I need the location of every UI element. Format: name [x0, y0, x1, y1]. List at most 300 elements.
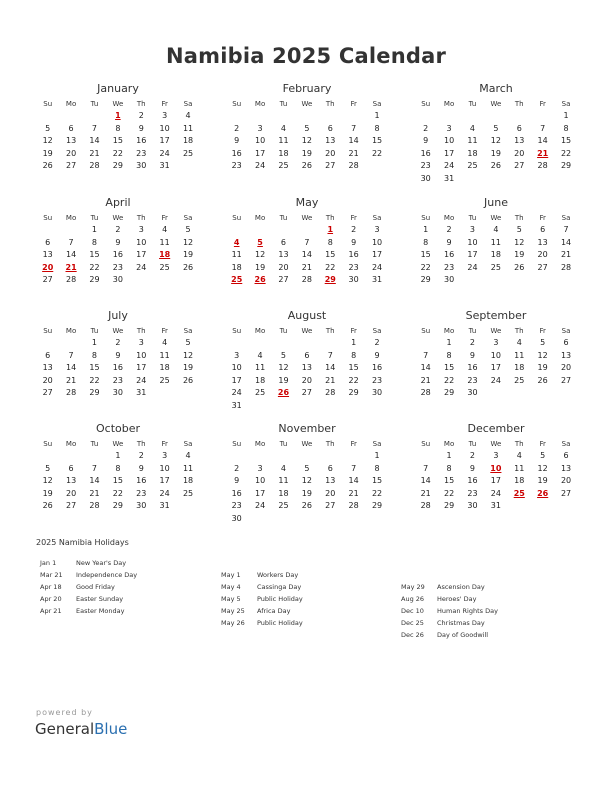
day-cell[interactable]: 18 — [514, 476, 525, 486]
day-cell[interactable]: 13 — [537, 237, 548, 247]
day-cell[interactable]: 20 — [537, 250, 548, 260]
day-cell[interactable]: 14 — [89, 476, 100, 486]
day-cell[interactable]: 1 — [446, 338, 452, 347]
day-cell[interactable]: 26 — [301, 501, 312, 511]
day-cell[interactable]: 21 — [301, 262, 312, 272]
day-cell[interactable]: 27 — [325, 501, 336, 511]
day-cell[interactable]: 8 — [115, 463, 121, 473]
day-cell[interactable]: 23 — [231, 501, 242, 511]
day-cell[interactable]: 13 — [301, 363, 312, 373]
day-cell[interactable]: 2 — [234, 463, 240, 473]
day-cell[interactable]: 18 — [254, 375, 266, 385]
day-cell[interactable]: 5 — [280, 350, 287, 360]
day-cell[interactable]: 30 — [136, 161, 147, 171]
day-cell[interactable]: 16 — [348, 250, 359, 260]
day-cell[interactable]: 26 — [301, 161, 312, 171]
day-cell[interactable]: 29 — [89, 275, 100, 285]
day-cell[interactable]: 19 — [182, 250, 194, 260]
day-cell[interactable]: 14 — [560, 237, 572, 247]
day-cell[interactable]: 8 — [563, 123, 569, 133]
day-cell[interactable]: 15 — [89, 363, 100, 373]
day-cell[interactable]: 7 — [540, 123, 546, 133]
day-cell[interactable]: 8 — [446, 350, 452, 360]
day-cell[interactable]: 7 — [563, 225, 569, 234]
day-cell[interactable]: 21 — [560, 250, 572, 260]
day-cell[interactable]: 21 — [537, 148, 549, 158]
day-cell[interactable]: 19 — [278, 375, 289, 385]
day-cell[interactable]: 27 — [537, 262, 548, 272]
day-cell[interactable]: 20 — [325, 488, 336, 498]
day-cell[interactable]: 7 — [91, 463, 98, 473]
day-cell[interactable]: 8 — [374, 463, 380, 473]
day-cell[interactable]: 19 — [42, 148, 53, 158]
day-cell[interactable]: 24 — [254, 161, 266, 171]
day-cell[interactable]: 14 — [420, 476, 431, 486]
day-cell[interactable]: 4 — [516, 338, 522, 347]
day-cell[interactable]: 16 — [371, 363, 383, 373]
day-cell[interactable]: 21 — [65, 262, 77, 272]
day-cell[interactable]: 25 — [490, 262, 501, 272]
day-cell[interactable]: 10 — [490, 350, 501, 360]
day-cell[interactable]: 3 — [257, 463, 263, 473]
day-cell[interactable]: 14 — [65, 250, 77, 260]
day-cell[interactable]: 16 — [467, 476, 478, 486]
day-cell[interactable]: 17 — [159, 136, 170, 146]
day-cell[interactable]: 5 — [45, 123, 51, 133]
day-cell[interactable]: 9 — [469, 350, 476, 360]
day-cell[interactable]: 29 — [560, 161, 572, 171]
day-cell[interactable]: 5 — [257, 237, 263, 247]
day-cell[interactable]: 3 — [374, 225, 380, 234]
day-cell[interactable]: 7 — [423, 350, 429, 360]
day-cell[interactable]: 31 — [231, 400, 242, 410]
day-cell[interactable]: 11 — [278, 136, 289, 146]
day-cell[interactable]: 28 — [348, 501, 359, 511]
day-cell[interactable]: 19 — [254, 262, 266, 272]
day-cell[interactable]: 18 — [514, 363, 525, 373]
day-cell[interactable]: 3 — [446, 123, 452, 133]
day-cell[interactable]: 11 — [278, 476, 289, 486]
day-cell[interactable]: 19 — [301, 148, 312, 158]
day-cell[interactable]: 20 — [65, 148, 77, 158]
day-cell[interactable]: 15 — [371, 476, 383, 486]
day-cell[interactable]: 5 — [493, 123, 499, 133]
day-cell[interactable]: 8 — [351, 350, 357, 360]
day-cell[interactable]: 14 — [420, 363, 431, 373]
day-cell[interactable]: 21 — [420, 488, 431, 498]
day-cell[interactable]: 9 — [115, 237, 121, 247]
day-cell[interactable]: 2 — [374, 338, 380, 347]
day-cell[interactable]: 4 — [185, 451, 191, 460]
day-cell[interactable]: 30 — [420, 173, 431, 183]
day-cell[interactable]: 3 — [138, 338, 144, 347]
day-cell[interactable]: 16 — [136, 136, 147, 146]
day-cell[interactable]: 22 — [112, 148, 123, 158]
day-cell[interactable]: 28 — [560, 262, 572, 272]
day-cell[interactable]: 11 — [514, 350, 525, 360]
day-cell[interactable]: 6 — [327, 123, 333, 133]
day-cell[interactable]: 4 — [280, 463, 287, 473]
day-cell[interactable]: 10 — [254, 136, 266, 146]
day-cell[interactable]: 14 — [301, 250, 312, 260]
day-cell[interactable]: 26 — [514, 262, 525, 272]
day-cell[interactable]: 3 — [493, 338, 499, 347]
day-cell[interactable]: 28 — [348, 161, 359, 171]
day-cell[interactable]: 19 — [182, 363, 194, 373]
day-cell[interactable]: 30 — [112, 388, 123, 398]
day-cell[interactable]: 25 — [231, 275, 243, 285]
day-cell[interactable]: 19 — [490, 148, 501, 158]
day-cell[interactable]: 11 — [182, 463, 194, 473]
day-cell[interactable]: 31 — [159, 501, 170, 511]
day-cell[interactable]: 11 — [182, 123, 194, 133]
day-cell[interactable]: 1 — [351, 338, 357, 347]
day-cell[interactable]: 24 — [490, 488, 501, 498]
day-cell[interactable]: 12 — [254, 250, 266, 260]
day-cell[interactable]: 10 — [136, 237, 147, 247]
day-cell[interactable]: 3 — [234, 350, 240, 360]
day-cell[interactable]: 2 — [138, 111, 144, 120]
day-cell[interactable]: 30 — [443, 275, 455, 285]
day-cell[interactable]: 23 — [467, 375, 478, 385]
day-cell[interactable]: 29 — [443, 501, 455, 511]
day-cell[interactable]: 5 — [304, 463, 310, 473]
day-cell[interactable]: 18 — [231, 262, 242, 272]
day-cell[interactable]: 21 — [348, 148, 359, 158]
day-cell[interactable]: 4 — [162, 225, 168, 234]
day-cell[interactable]: 14 — [325, 363, 336, 373]
day-cell[interactable]: 20 — [278, 262, 289, 272]
day-cell[interactable]: 4 — [493, 225, 499, 234]
day-cell[interactable]: 10 — [490, 463, 502, 473]
day-cell[interactable]: 26 — [42, 161, 53, 171]
day-cell[interactable]: 17 — [159, 476, 170, 486]
day-cell[interactable]: 14 — [537, 136, 548, 146]
day-cell[interactable]: 17 — [371, 250, 383, 260]
day-cell[interactable]: 10 — [254, 476, 266, 486]
day-cell[interactable]: 23 — [420, 161, 431, 171]
day-cell[interactable]: 27 — [325, 161, 336, 171]
day-cell[interactable]: 10 — [467, 237, 478, 247]
day-cell[interactable]: 31 — [159, 161, 170, 171]
day-cell[interactable]: 2 — [138, 451, 144, 460]
day-cell[interactable]: 18 — [159, 363, 170, 373]
day-cell[interactable]: 18 — [159, 250, 171, 260]
day-cell[interactable]: 22 — [443, 375, 455, 385]
day-cell[interactable]: 28 — [89, 161, 100, 171]
day-cell[interactable]: 12 — [514, 237, 525, 247]
day-cell[interactable]: 4 — [185, 111, 191, 120]
day-cell[interactable]: 22 — [371, 148, 383, 158]
day-cell[interactable]: 26 — [182, 262, 194, 272]
day-cell[interactable]: 23 — [136, 488, 147, 498]
day-cell[interactable]: 29 — [112, 501, 123, 511]
day-cell[interactable]: 27 — [278, 275, 289, 285]
day-cell[interactable]: 9 — [138, 123, 144, 133]
day-cell[interactable]: 22 — [112, 488, 123, 498]
day-cell[interactable]: 3 — [257, 123, 263, 133]
day-cell[interactable]: 4 — [516, 451, 522, 460]
day-cell[interactable]: 15 — [112, 476, 123, 486]
day-cell[interactable]: 23 — [136, 148, 147, 158]
day-cell[interactable]: 4 — [162, 338, 168, 347]
day-cell[interactable]: 15 — [348, 363, 359, 373]
day-cell[interactable]: 14 — [89, 136, 100, 146]
day-cell[interactable]: 25 — [254, 388, 266, 398]
day-cell[interactable]: 15 — [443, 363, 455, 373]
day-cell[interactable]: 26 — [254, 275, 266, 285]
day-cell[interactable]: 6 — [327, 463, 333, 473]
day-cell[interactable]: 9 — [234, 136, 240, 146]
day-cell[interactable]: 9 — [423, 136, 429, 146]
day-cell[interactable]: 19 — [301, 488, 312, 498]
day-cell[interactable]: 17 — [231, 375, 242, 385]
day-cell[interactable]: 15 — [325, 250, 336, 260]
day-cell[interactable]: 20 — [560, 476, 572, 486]
day-cell[interactable]: 26 — [537, 488, 549, 498]
day-cell[interactable]: 21 — [89, 488, 100, 498]
day-cell[interactable]: 30 — [231, 513, 242, 523]
day-cell[interactable]: 6 — [68, 123, 74, 133]
day-cell[interactable]: 12 — [537, 350, 548, 360]
day-cell[interactable]: 25 — [467, 161, 478, 171]
day-cell[interactable]: 21 — [65, 375, 77, 385]
day-cell[interactable]: 1 — [115, 111, 121, 120]
day-cell[interactable]: 4 — [233, 237, 240, 247]
day-cell[interactable]: 3 — [138, 225, 144, 234]
day-cell[interactable]: 7 — [327, 350, 333, 360]
day-cell[interactable]: 22 — [325, 262, 336, 272]
day-cell[interactable]: 24 — [371, 262, 383, 272]
day-cell[interactable]: 25 — [513, 488, 525, 498]
day-cell[interactable]: 23 — [231, 161, 242, 171]
day-cell[interactable]: 10 — [371, 237, 383, 247]
day-cell[interactable]: 21 — [420, 375, 431, 385]
day-cell[interactable]: 15 — [89, 250, 100, 260]
day-cell[interactable]: 13 — [278, 250, 289, 260]
day-cell[interactable]: 2 — [234, 123, 240, 133]
day-cell[interactable]: 23 — [112, 262, 123, 272]
day-cell[interactable]: 6 — [563, 451, 569, 460]
day-cell[interactable]: 1 — [563, 111, 569, 120]
day-cell[interactable]: 18 — [182, 476, 194, 486]
day-cell[interactable]: 1 — [115, 451, 121, 460]
day-cell[interactable]: 31 — [490, 501, 501, 511]
day-cell[interactable]: 25 — [514, 375, 525, 385]
day-cell[interactable]: 24 — [467, 262, 478, 272]
day-cell[interactable]: 27 — [65, 501, 77, 511]
day-cell[interactable]: 30 — [348, 275, 359, 285]
generalblue-logo[interactable] — [35, 720, 127, 738]
day-cell[interactable]: 13 — [42, 363, 53, 373]
day-cell[interactable]: 13 — [65, 476, 77, 486]
day-cell[interactable]: 11 — [159, 350, 170, 360]
day-cell[interactable]: 13 — [560, 463, 572, 473]
day-cell[interactable]: 13 — [65, 136, 77, 146]
day-cell[interactable]: 5 — [540, 451, 546, 460]
day-cell[interactable]: 8 — [115, 123, 121, 133]
day-cell[interactable]: 3 — [493, 451, 499, 460]
day-cell[interactable]: 3 — [162, 111, 168, 120]
day-cell[interactable]: 26 — [490, 161, 501, 171]
day-cell[interactable]: 20 — [65, 488, 77, 498]
day-cell[interactable]: 2 — [423, 123, 429, 133]
day-cell[interactable]: 22 — [89, 262, 100, 272]
day-cell[interactable]: 10 — [136, 350, 147, 360]
day-cell[interactable]: 28 — [65, 275, 77, 285]
day-cell[interactable]: 24 — [231, 388, 242, 398]
day-cell[interactable]: 20 — [42, 262, 54, 272]
day-cell[interactable]: 8 — [91, 350, 98, 360]
day-cell[interactable]: 25 — [159, 262, 170, 272]
day-cell[interactable]: 5 — [304, 123, 310, 133]
day-cell[interactable]: 10 — [159, 463, 170, 473]
day-cell[interactable]: 20 — [42, 375, 53, 385]
day-cell[interactable]: 25 — [182, 148, 194, 158]
day-cell[interactable]: 16 — [231, 148, 242, 158]
day-cell[interactable]: 8 — [91, 237, 98, 247]
day-cell[interactable]: 22 — [371, 488, 383, 498]
day-cell[interactable]: 22 — [89, 375, 100, 385]
day-cell[interactable]: 8 — [423, 237, 429, 247]
day-cell[interactable]: 10 — [443, 136, 455, 146]
day-cell[interactable]: 27 — [301, 388, 312, 398]
day-cell[interactable]: 17 — [490, 363, 501, 373]
day-cell[interactable]: 15 — [420, 250, 431, 260]
day-cell[interactable]: 18 — [182, 136, 194, 146]
day-cell[interactable]: 12 — [301, 476, 312, 486]
day-cell[interactable]: 23 — [371, 375, 383, 385]
day-cell[interactable]: 9 — [446, 237, 452, 247]
day-cell[interactable]: 2 — [115, 338, 121, 347]
day-cell[interactable]: 8 — [327, 237, 333, 247]
day-cell[interactable]: 26 — [537, 375, 548, 385]
day-cell[interactable]: 25 — [159, 375, 170, 385]
day-cell[interactable]: 4 — [469, 123, 476, 133]
day-cell[interactable]: 26 — [182, 375, 194, 385]
day-cell[interactable]: 11 — [231, 250, 242, 260]
day-cell[interactable]: 14 — [348, 476, 359, 486]
day-cell[interactable]: 6 — [45, 237, 51, 247]
day-cell[interactable]: 7 — [423, 463, 429, 473]
day-cell[interactable]: 5 — [45, 463, 51, 473]
day-cell[interactable]: 7 — [68, 237, 74, 247]
day-cell[interactable]: 26 — [42, 501, 53, 511]
day-cell[interactable]: 15 — [443, 476, 455, 486]
day-cell[interactable]: 7 — [351, 463, 357, 473]
day-cell[interactable]: 16 — [112, 250, 123, 260]
day-cell[interactable]: 12 — [301, 136, 312, 146]
day-cell[interactable]: 14 — [65, 363, 77, 373]
day-cell[interactable]: 2 — [115, 225, 121, 234]
day-cell[interactable]: 6 — [563, 338, 569, 347]
day-cell[interactable]: 17 — [254, 148, 266, 158]
day-cell[interactable]: 13 — [514, 136, 525, 146]
day-cell[interactable]: 6 — [516, 123, 522, 133]
day-cell[interactable]: 3 — [162, 451, 168, 460]
day-cell[interactable]: 24 — [443, 161, 455, 171]
day-cell[interactable]: 24 — [136, 375, 147, 385]
day-cell[interactable]: 25 — [182, 488, 194, 498]
day-cell[interactable]: 16 — [112, 363, 123, 373]
day-cell[interactable]: 13 — [325, 136, 336, 146]
day-cell[interactable]: 11 — [159, 237, 170, 247]
day-cell[interactable]: 4 — [280, 123, 287, 133]
day-cell[interactable]: 24 — [159, 488, 170, 498]
day-cell[interactable]: 17 — [254, 488, 266, 498]
day-cell[interactable]: 27 — [65, 161, 77, 171]
day-cell[interactable]: 15 — [112, 136, 123, 146]
day-cell[interactable]: 27 — [42, 388, 53, 398]
day-cell[interactable]: 18 — [490, 250, 501, 260]
day-cell[interactable]: 12 — [278, 363, 289, 373]
day-cell[interactable]: 29 — [112, 161, 123, 171]
day-cell[interactable]: 6 — [45, 350, 51, 360]
day-cell[interactable]: 20 — [301, 375, 312, 385]
day-cell[interactable]: 1 — [91, 225, 98, 234]
day-cell[interactable]: 6 — [280, 237, 287, 247]
day-cell[interactable]: 17 — [136, 363, 147, 373]
day-cell[interactable]: 5 — [185, 225, 191, 234]
day-cell[interactable]: 28 — [537, 161, 548, 171]
day-cell[interactable]: 22 — [420, 262, 431, 272]
day-cell[interactable]: 28 — [89, 501, 100, 511]
day-cell[interactable]: 10 — [159, 123, 170, 133]
day-cell[interactable]: 1 — [327, 225, 334, 234]
day-cell[interactable]: 12 — [182, 350, 194, 360]
day-cell[interactable]: 9 — [138, 463, 144, 473]
day-cell[interactable]: 14 — [348, 136, 359, 146]
day-cell[interactable]: 8 — [374, 123, 380, 133]
day-cell[interactable]: 30 — [467, 388, 478, 398]
day-cell[interactable]: 21 — [89, 148, 100, 158]
day-cell[interactable]: 24 — [490, 375, 501, 385]
day-cell[interactable]: 12 — [537, 463, 548, 473]
day-cell[interactable]: 2 — [469, 451, 476, 460]
day-cell[interactable]: 21 — [348, 488, 359, 498]
day-cell[interactable]: 24 — [254, 501, 266, 511]
day-cell[interactable]: 30 — [467, 501, 478, 511]
day-cell[interactable]: 18 — [467, 148, 478, 158]
day-cell[interactable]: 29 — [420, 275, 431, 285]
day-cell[interactable]: 19 — [514, 250, 525, 260]
day-cell[interactable]: 28 — [420, 501, 431, 511]
day-cell[interactable]: 7 — [351, 123, 357, 133]
day-cell[interactable]: 29 — [348, 388, 359, 398]
day-cell[interactable]: 22 — [560, 148, 572, 158]
day-cell[interactable]: 19 — [537, 363, 548, 373]
day-cell[interactable]: 22 — [348, 375, 359, 385]
day-cell[interactable]: 29 — [371, 501, 383, 511]
day-cell[interactable]: 16 — [136, 476, 147, 486]
day-cell[interactable]: 29 — [89, 388, 100, 398]
day-cell[interactable]: 28 — [325, 388, 336, 398]
day-cell[interactable]: 11 — [514, 463, 525, 473]
day-cell[interactable]: 17 — [490, 476, 501, 486]
day-cell[interactable]: 31 — [371, 275, 383, 285]
day-cell[interactable]: 4 — [257, 350, 263, 360]
day-cell[interactable]: 2 — [469, 338, 476, 347]
day-cell[interactable]: 1 — [91, 338, 98, 347]
day-cell[interactable]: 31 — [136, 388, 147, 398]
day-cell[interactable]: 28 — [420, 388, 431, 398]
day-cell[interactable]: 29 — [443, 388, 455, 398]
day-cell[interactable]: 20 — [514, 148, 525, 158]
day-cell[interactable]: 7 — [91, 123, 98, 133]
day-cell[interactable]: 30 — [136, 501, 147, 511]
day-cell[interactable]: 2 — [351, 225, 357, 234]
day-cell[interactable]: 12 — [42, 476, 53, 486]
